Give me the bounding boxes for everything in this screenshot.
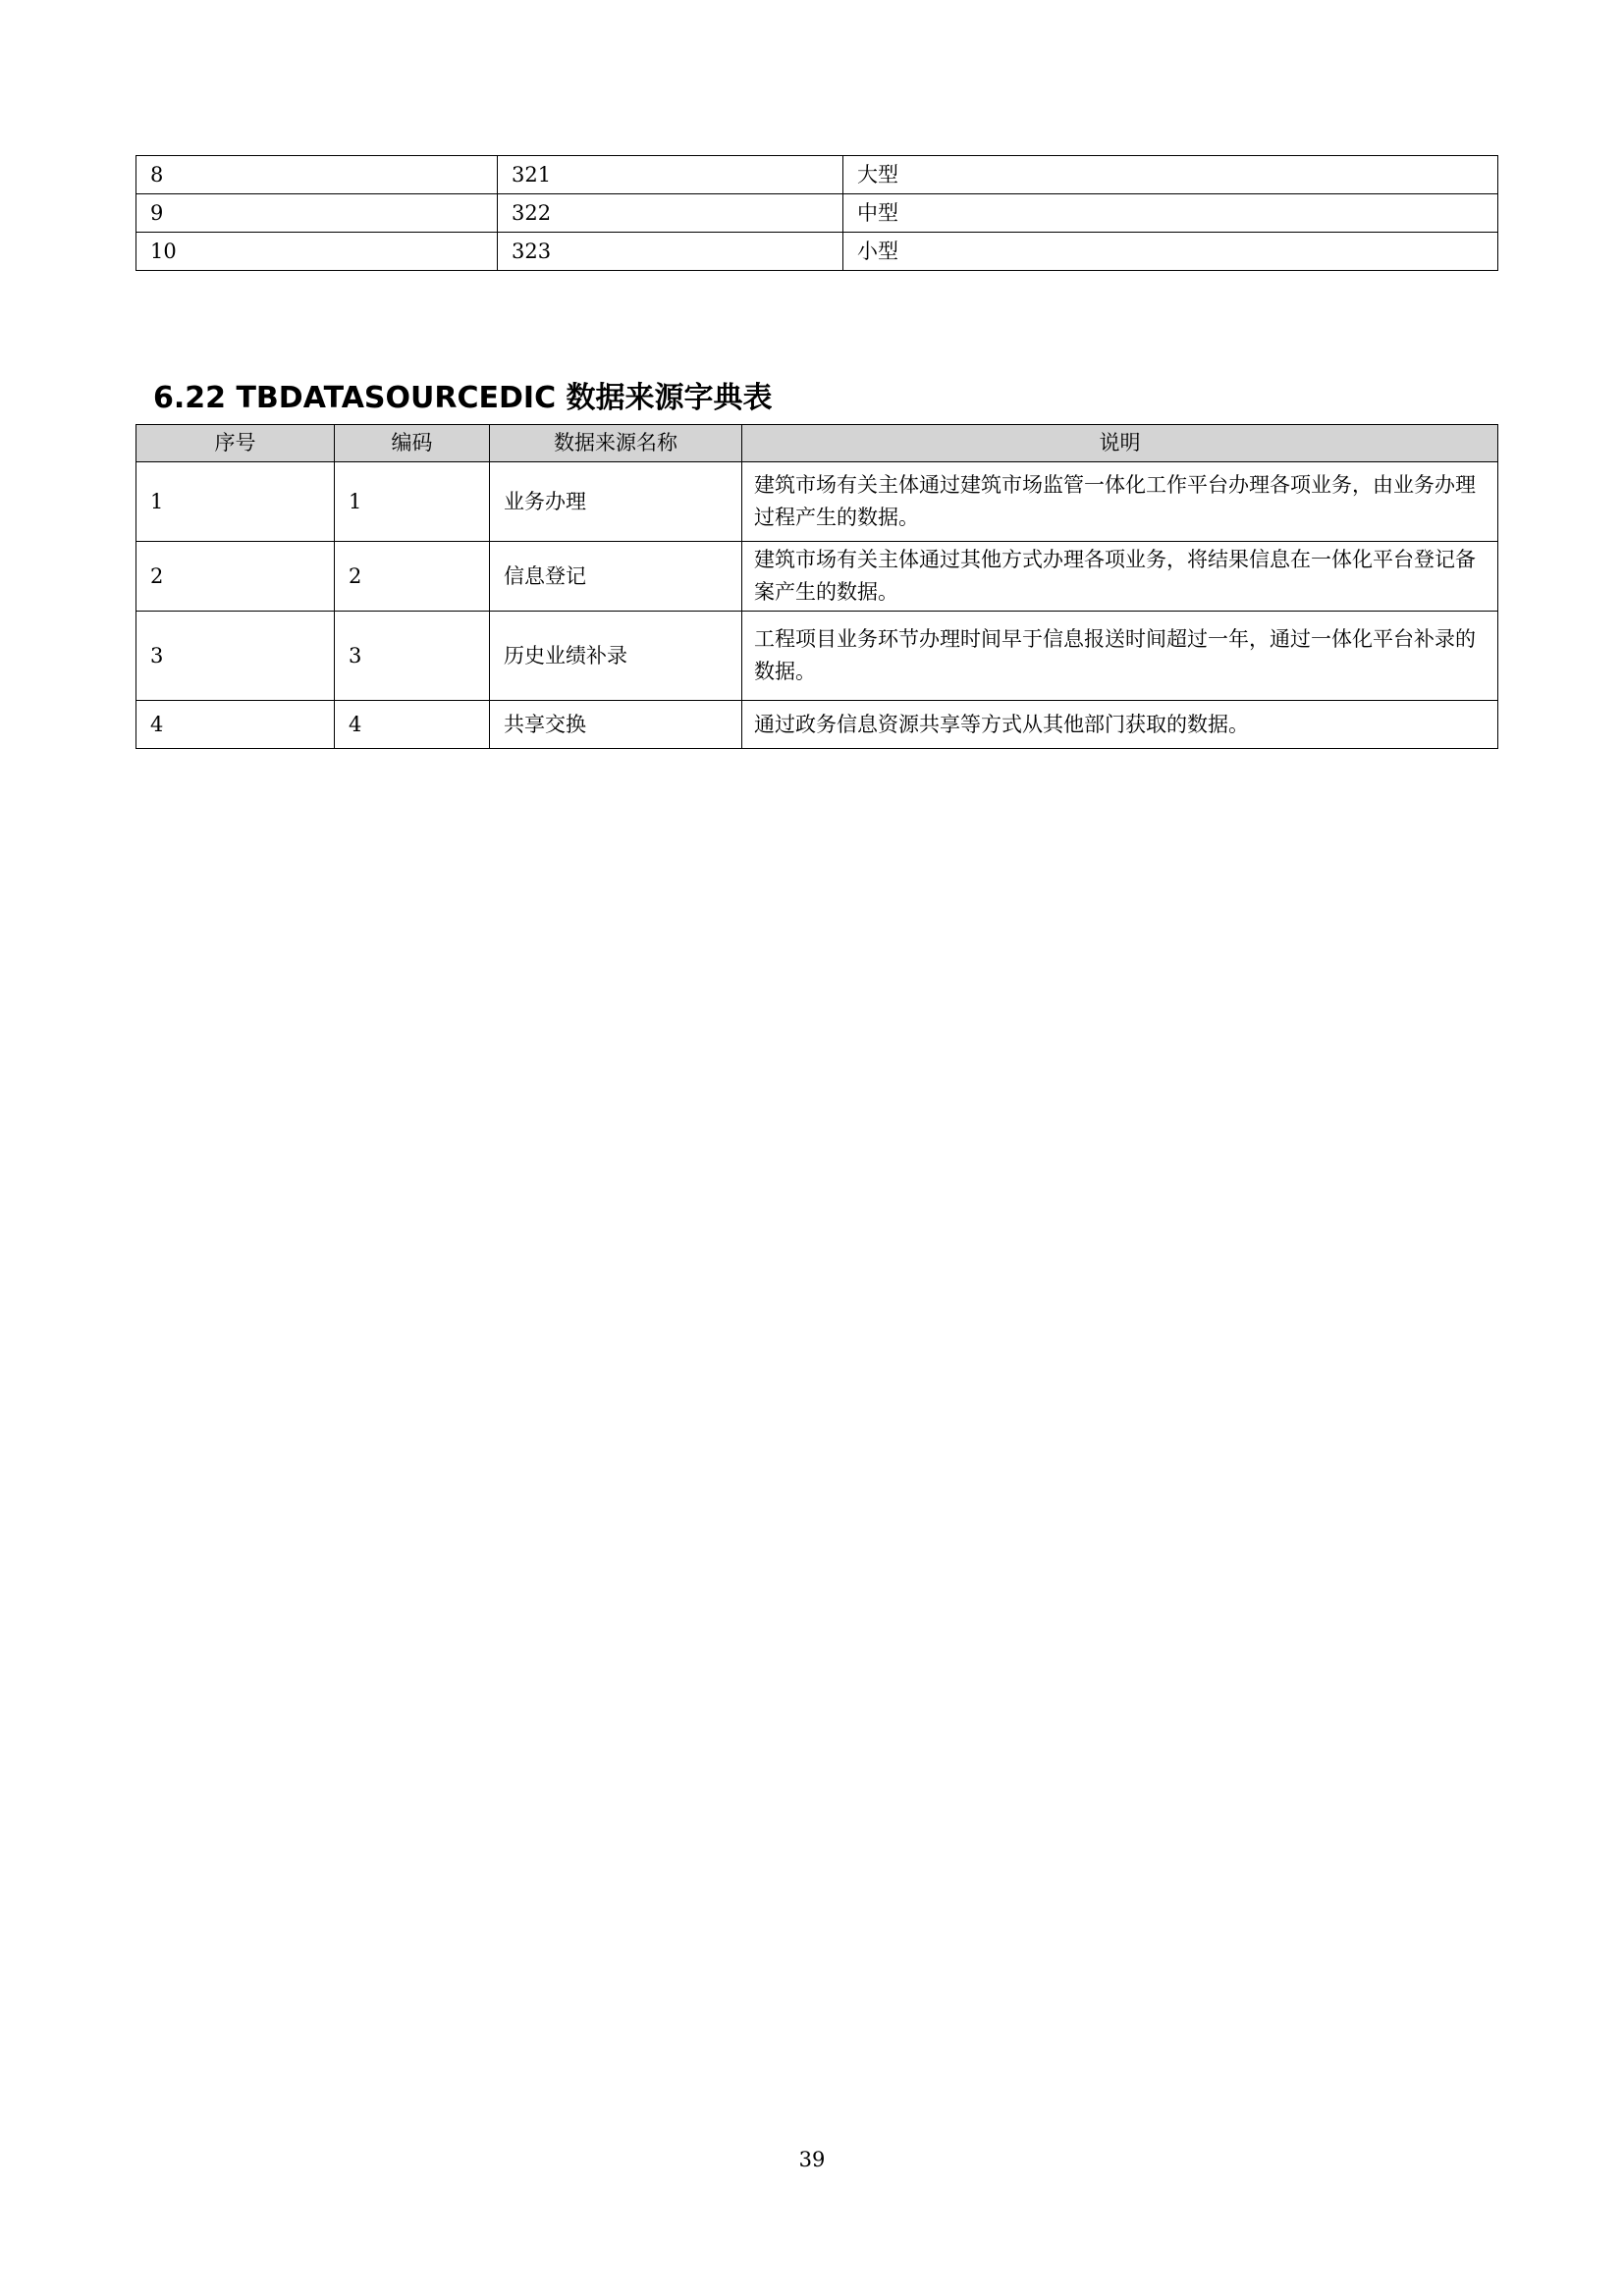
table-cell-index: 10 (136, 233, 498, 271)
table-cell-name: 大型 (843, 156, 1498, 194)
table-cell-source-name: 共享交换 (490, 701, 742, 749)
table-row (136, 156, 1498, 194)
table-cell-code: 322 (498, 194, 843, 233)
section-heading: 6.22 TBDATASOURCEDIC 数据来源字典表 (153, 381, 773, 415)
table-row (136, 612, 1498, 701)
table-cell-index: 2 (136, 542, 335, 612)
data-source-dictionary-table (135, 424, 1498, 749)
table-row (136, 194, 1498, 233)
column-header-index: 序号 (136, 425, 335, 462)
table-cell-name: 中型 (843, 194, 1498, 233)
table-cell-code: 321 (498, 156, 843, 194)
table-cell-index: 1 (136, 462, 335, 542)
table-cell-code: 1 (335, 462, 490, 542)
table-cell-source-name: 历史业绩补录 (490, 612, 742, 701)
table-header-row (136, 425, 1498, 462)
table-row (136, 701, 1498, 749)
table-cell-description: 工程项目业务环节办理时间早于信息报送时间超过一年，通过一体化平台补录的数据。 (742, 612, 1498, 701)
table-cell-code: 2 (335, 542, 490, 612)
page-number: 39 (798, 2148, 826, 2171)
table-row (136, 542, 1498, 612)
table-cell-source-name: 业务办理 (490, 462, 742, 542)
table-cell-index: 4 (136, 701, 335, 749)
column-header-code: 编码 (335, 425, 490, 462)
table-cell-index: 8 (136, 156, 498, 194)
table-cell-code: 4 (335, 701, 490, 749)
code-table-continued (135, 155, 1498, 271)
table-cell-source-name: 信息登记 (490, 542, 742, 612)
table-cell-description: 建筑市场有关主体通过建筑市场监管一体化工作平台办理各项业务，由业务办理过程产生的数据。 (742, 462, 1498, 542)
table-cell-description: 建筑市场有关主体通过其他方式办理各项业务，将结果信息在一体化平台登记备案产生的数据。 (742, 542, 1498, 612)
table-row (136, 462, 1498, 542)
column-header-description: 说明 (742, 425, 1498, 462)
column-header-source-name: 数据来源名称 (490, 425, 742, 462)
table-cell-index: 9 (136, 194, 498, 233)
table-cell-name: 小型 (843, 233, 1498, 271)
table-cell-index: 3 (136, 612, 335, 701)
table-cell-description: 通过政务信息资源共享等方式从其他部门获取的数据。 (742, 701, 1498, 749)
table-cell-code: 3 (335, 612, 490, 701)
table-cell-code: 323 (498, 233, 843, 271)
table-row (136, 233, 1498, 271)
